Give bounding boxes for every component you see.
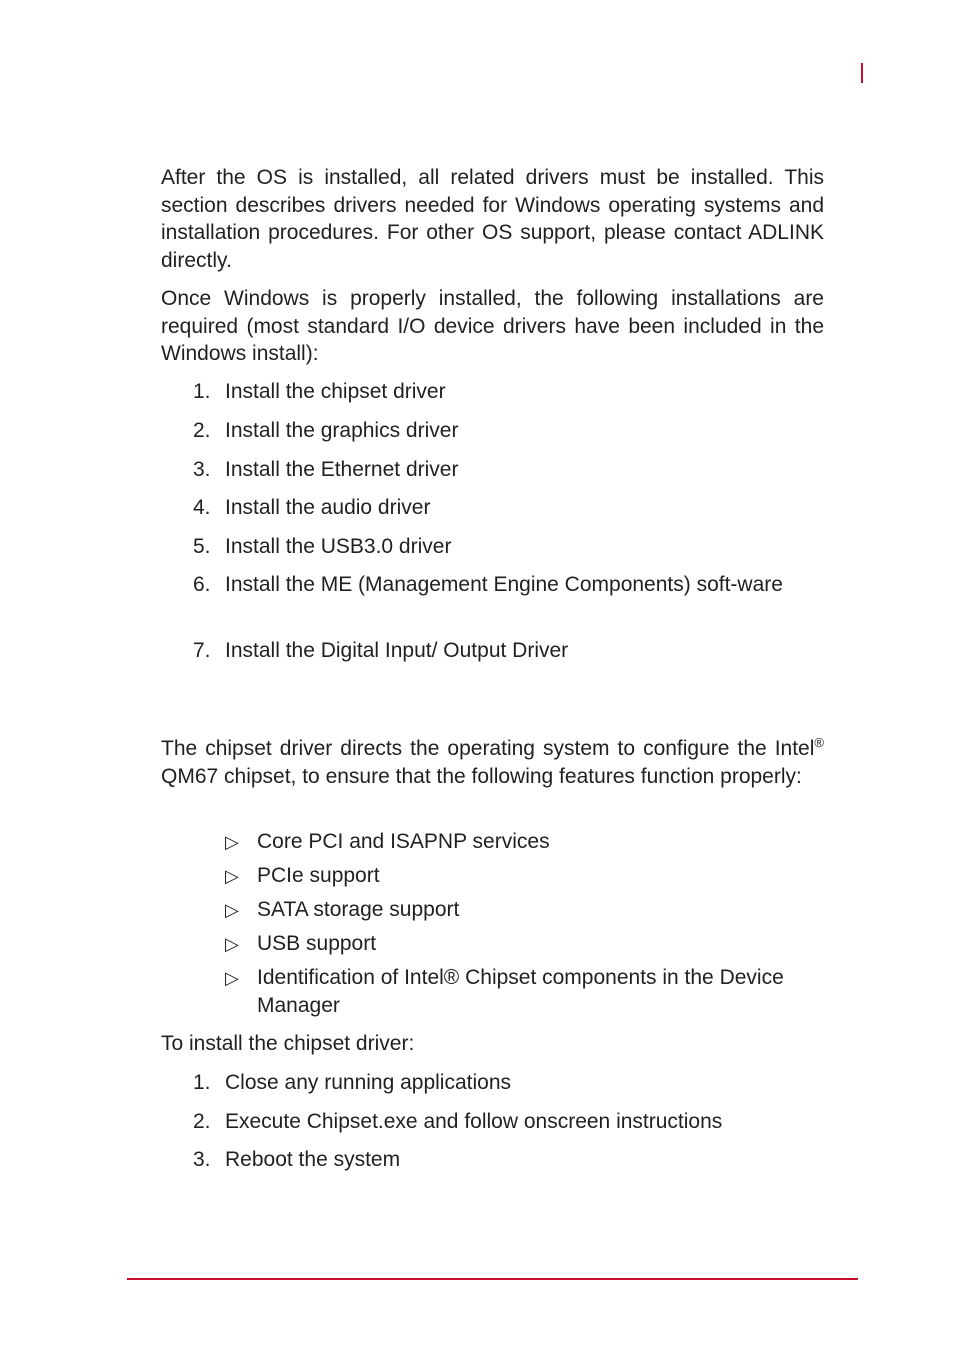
- feature-bullet-item: [225, 930, 825, 958]
- list-item-number: 1.: [193, 1071, 211, 1094]
- header-accent-mark: [861, 63, 863, 83]
- list-item-text: Install the Digital Input/ Output Driver: [225, 639, 569, 662]
- feature-bullet-item: [225, 964, 825, 1019]
- list-item-number: 2.: [193, 1110, 211, 1133]
- triangle-bullet-icon: ▷: [225, 968, 239, 989]
- list-item-text: Reboot the system: [225, 1148, 401, 1171]
- requirements-paragraph: Once Windows is properly installed, the following installations are required (most standard I/O device drivers have been included in the Windows install):: [161, 287, 824, 365]
- triangle-bullet-icon: ▷: [225, 866, 239, 887]
- list-item-number: 4.: [193, 496, 211, 519]
- list-item-text: Install the chipset driver: [225, 380, 446, 403]
- list-item-text: Install the ME (Management Engine Components) soft-ware: [225, 573, 783, 596]
- list-item-number: 3.: [193, 1148, 211, 1171]
- list-item: [193, 571, 793, 599]
- feature-text: Identification of Intel® Chipset components in the Device Manager: [257, 966, 784, 1017]
- chipset-intro-paragraph: [161, 735, 824, 790]
- list-item: [193, 637, 793, 665]
- feature-bullet-item: [225, 896, 825, 924]
- intro-paragraph: After the OS is installed, all related drivers must be installed. This section describes drivers needed for Windows operating systems and installation procedures. For other OS support, please contact ADLINK directly.: [161, 166, 824, 272]
- feature-text: PCIe support: [257, 864, 380, 887]
- list-item-number: 6.: [193, 573, 211, 596]
- footer-divider: [127, 1278, 858, 1280]
- feature-text: USB support: [257, 932, 377, 955]
- list-item-text: Install the audio driver: [225, 496, 431, 519]
- chipset-intro-text-1: The chipset driver directs the operating system to configure the Intel: [161, 737, 815, 760]
- list-item: [193, 1108, 793, 1136]
- list-item-number: 5.: [193, 535, 211, 558]
- feature-bullet-item: [225, 828, 825, 856]
- list-item-text: Install the Ethernet driver: [225, 458, 459, 481]
- list-item-text: Install the USB3.0 driver: [225, 535, 452, 558]
- feature-text: SATA storage support: [257, 898, 460, 921]
- list-item-text: Execute Chipset.exe and follow onscreen instructions: [225, 1110, 723, 1133]
- list-item: [193, 417, 793, 445]
- feature-text: Core PCI and ISAPNP services: [257, 830, 550, 853]
- list-item-text: Install the graphics driver: [225, 419, 459, 442]
- list-item-text: Close any running applications: [225, 1071, 512, 1094]
- list-item: [193, 1069, 793, 1097]
- install-intro-paragraph: To install the chipset driver:: [161, 1032, 415, 1055]
- list-item-number: 3.: [193, 458, 211, 481]
- list-item-number: 7.: [193, 639, 211, 662]
- triangle-bullet-icon: ▷: [225, 832, 239, 853]
- triangle-bullet-icon: ▷: [225, 900, 239, 921]
- list-item: [193, 456, 793, 484]
- list-item: [193, 533, 793, 561]
- list-item-number: 2.: [193, 419, 211, 442]
- registered-mark: ®: [814, 735, 824, 750]
- list-item: [193, 1146, 793, 1174]
- feature-bullet-item: [225, 862, 825, 890]
- chipset-intro-text-2: QM67 chipset, to ensure that the following features function properly:: [161, 764, 802, 788]
- triangle-bullet-icon: ▷: [225, 934, 239, 955]
- list-item: [193, 378, 793, 406]
- list-item: [193, 494, 793, 522]
- list-item-number: 1.: [193, 380, 211, 403]
